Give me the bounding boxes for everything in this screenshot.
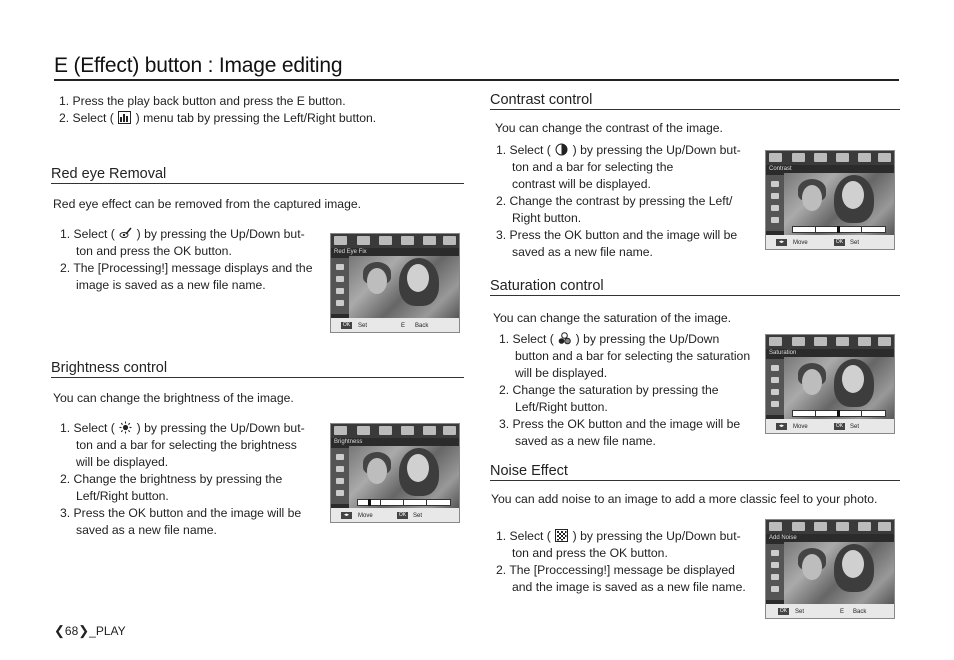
slider-knob[interactable]	[368, 499, 371, 506]
screen-label: Add Noise	[769, 535, 797, 541]
effect-icon	[443, 426, 456, 435]
noise-heading: Noise Effect	[490, 463, 568, 479]
contrast-step-1c: contrast will be displayed.	[512, 177, 651, 191]
ok-key: OK	[835, 423, 844, 429]
contrast-step-1a: 1. Select ( ) by pressing the Up/Down but-	[496, 143, 741, 157]
page-bracket-right: ❯	[78, 623, 90, 638]
side-menu-icon	[771, 205, 779, 211]
contrast-rule	[490, 109, 900, 110]
color-icon	[423, 426, 436, 435]
saturation-step-1c: will be displayed.	[515, 366, 608, 380]
sample-photo	[784, 542, 894, 604]
color-icon	[858, 153, 871, 162]
red-eye-step-2a: 2. The [Processing!] message displays and the	[60, 261, 313, 275]
rotate-icon	[836, 522, 849, 531]
e-key: E	[401, 323, 406, 329]
side-menu-icon	[336, 300, 344, 306]
contrast-slider[interactable]	[792, 226, 886, 233]
ok-key: OK	[342, 322, 351, 328]
screen-side-menu	[331, 448, 349, 504]
title-rule	[54, 79, 899, 81]
e-key: E	[840, 609, 845, 615]
sample-photo	[349, 256, 459, 318]
side-menu-icon	[771, 574, 779, 580]
brightness-slider[interactable]	[357, 499, 451, 506]
camera-icon	[792, 522, 805, 531]
side-menu-icon	[771, 586, 779, 592]
side-menu-icon	[771, 562, 779, 568]
page-bracket-left: ❮	[54, 623, 65, 638]
screen-button-bar	[766, 235, 894, 249]
screen-button-bar	[766, 419, 894, 433]
back-label: Back	[853, 609, 867, 615]
brightness-step-1b: ton and a bar for selecting the brightness	[76, 438, 297, 452]
left-right-key: ◂▸	[341, 512, 352, 519]
effect-icon	[878, 153, 891, 162]
back-label: Back	[415, 323, 429, 329]
move-label: Move	[358, 513, 373, 519]
contrast-step-3a: 3. Press the OK button and the image will be	[496, 228, 738, 242]
menu-tab-icon	[769, 153, 782, 162]
saturation-step-1b: button and a bar for selecting the saturation	[515, 349, 751, 363]
effect-icon	[443, 236, 456, 245]
saturation-step-1a: 1. Select ( ) by pressing the Up/Down	[499, 332, 720, 346]
ok-key: OK	[779, 608, 788, 614]
slider-knob[interactable]	[837, 410, 840, 417]
move-label: Move	[793, 424, 808, 430]
side-menu-icon	[771, 365, 779, 371]
side-menu-icon	[771, 217, 779, 223]
side-menu-icon	[771, 401, 779, 407]
camera-menu-bar	[331, 424, 459, 438]
side-menu-icon	[336, 276, 344, 282]
noise-icon	[555, 529, 568, 542]
saturation-step-3b: saved as a new file name.	[515, 434, 656, 448]
screen-label: Contrast	[769, 166, 792, 172]
saturation-rule	[490, 295, 900, 296]
noise-step-1b: ton and press the OK button.	[512, 546, 668, 560]
left-right-key: ◂▸	[776, 423, 787, 430]
effect-icon	[878, 522, 891, 531]
resize-icon	[814, 153, 827, 162]
side-menu-icon	[771, 193, 779, 199]
screen-label: Red Eye Fix	[334, 249, 367, 255]
contrast-step-1b: ton and a bar for selecting the	[512, 160, 674, 174]
contrast-step-3b: saved as a new file name.	[512, 245, 653, 259]
red-eye-heading: Red eye Removal	[51, 166, 167, 182]
screen-label: Saturation	[769, 350, 797, 356]
screen-side-menu	[766, 175, 784, 231]
rotate-icon	[836, 153, 849, 162]
saturation-desc: You can change the saturation of the image.	[493, 311, 732, 325]
noise-step-2a: 2. The [Proccessing!] message be displayed	[496, 563, 735, 577]
color-icon	[423, 236, 436, 245]
brightness-rule	[51, 377, 464, 378]
saturation-slider[interactable]	[792, 410, 886, 417]
red-eye-rule	[51, 183, 464, 184]
side-menu-icon	[336, 264, 344, 270]
screen-side-menu	[766, 359, 784, 415]
screen-button-bar	[331, 318, 459, 332]
screen-side-menu	[766, 544, 784, 600]
section-label: _PLAY	[89, 624, 126, 638]
contrast-step-2b: Right button.	[512, 211, 582, 225]
resize-icon	[379, 426, 392, 435]
menu-tab-icon	[334, 236, 347, 245]
contrast-camera-screen	[765, 150, 895, 250]
intro-step-2: 2. Select ( ) menu tab by pressing the Left/Right button.	[59, 111, 377, 125]
camera-icon	[357, 426, 370, 435]
set-label: Set	[850, 424, 860, 430]
red-eye-step-2b: image is saved as a new file name.	[76, 278, 266, 292]
side-menu-icon	[771, 550, 779, 556]
brightness-icon	[119, 421, 132, 434]
side-menu-icon	[771, 389, 779, 395]
brightness-heading: Brightness control	[51, 360, 168, 376]
page-title: E (Effect) button : Image editing	[54, 54, 343, 77]
red-eye-step-1b: ton and press the OK button.	[76, 244, 232, 258]
side-menu-icon	[336, 466, 344, 472]
menu-tab-icon	[334, 426, 347, 435]
noise-step-1a: 1. Select ( ) by pressing the Up/Down but-	[496, 529, 741, 543]
side-menu-icon	[771, 181, 779, 187]
brightness-desc: You can change the brightness of the image.	[53, 391, 294, 405]
effect-icon	[878, 337, 891, 346]
red-eye-icon	[119, 227, 132, 240]
left-right-key: ◂▸	[776, 239, 787, 246]
brightness-camera-screen	[330, 423, 460, 523]
set-label: Set	[358, 323, 368, 329]
noise-step-2b: and the image is saved as a new file name.	[512, 580, 746, 594]
slider-knob[interactable]	[837, 226, 840, 233]
saturation-step-3a: 3. Press the OK button and the image will be	[499, 417, 741, 431]
camera-icon	[792, 337, 805, 346]
noise-desc: You can add noise to an image to add a more classic feel to your photo.	[491, 492, 878, 506]
resize-icon	[814, 337, 827, 346]
move-label: Move	[793, 240, 808, 246]
camera-menu-bar	[331, 234, 459, 248]
red-eye-camera-screen	[330, 233, 460, 333]
intro-step-1: 1. Press the play back button and press the E button.	[59, 94, 346, 108]
rotate-icon	[401, 426, 414, 435]
saturation-heading: Saturation control	[490, 278, 604, 294]
set-label: Set	[795, 609, 805, 615]
camera-menu-bar	[766, 335, 894, 349]
saturation-step-2a: 2. Change the saturation by pressing the	[499, 383, 719, 397]
screen-label: Brightness	[334, 439, 363, 445]
image-edit-tab-icon	[118, 111, 131, 124]
color-icon	[858, 522, 871, 531]
color-icon	[858, 337, 871, 346]
resize-icon	[814, 522, 827, 531]
screen-side-menu	[331, 258, 349, 314]
brightness-step-1c: will be displayed.	[76, 455, 169, 469]
ok-key: OK	[835, 239, 844, 245]
brightness-step-2b: Left/Right button.	[76, 489, 169, 503]
noise-camera-screen	[765, 519, 895, 619]
brightness-step-3b: saved as a new file name.	[76, 523, 217, 537]
screen-button-bar	[766, 604, 894, 618]
page-number: 68	[64, 624, 79, 638]
screen-button-bar	[331, 508, 459, 522]
noise-rule	[490, 480, 900, 481]
brightness-step-2a: 2. Change the brightness by pressing the	[60, 472, 283, 486]
camera-menu-bar	[766, 520, 894, 534]
contrast-heading: Contrast control	[490, 92, 593, 108]
side-menu-icon	[336, 288, 344, 294]
saturation-camera-screen	[765, 334, 895, 434]
saturation-icon	[558, 332, 571, 345]
resize-icon	[379, 236, 392, 245]
contrast-desc: You can change the contrast of the image.	[495, 121, 723, 135]
saturation-step-2b: Left/Right button.	[515, 400, 608, 414]
set-label: Set	[850, 240, 860, 246]
contrast-icon	[555, 143, 568, 156]
set-label: Set	[413, 513, 423, 519]
camera-icon	[792, 153, 805, 162]
camera-menu-bar	[766, 151, 894, 165]
brightness-step-1a: 1. Select ( ) by pressing the Up/Down but-	[60, 421, 305, 435]
rotate-icon	[401, 236, 414, 245]
rotate-icon	[836, 337, 849, 346]
side-menu-icon	[336, 478, 344, 484]
red-eye-step-1a: 1. Select ( ) by pressing the Up/Down but-	[60, 227, 305, 241]
menu-tab-icon	[769, 337, 782, 346]
ok-key: OK	[398, 512, 407, 518]
brightness-step-3a: 3. Press the OK button and the image will be	[60, 506, 302, 520]
red-eye-desc: Red eye effect can be removed from the captured image.	[53, 197, 362, 211]
side-menu-icon	[771, 377, 779, 383]
camera-icon	[357, 236, 370, 245]
page-footer	[54, 623, 126, 639]
side-menu-icon	[336, 490, 344, 496]
side-menu-icon	[336, 454, 344, 460]
contrast-step-2a: 2. Change the contrast by pressing the Left/	[496, 194, 733, 208]
menu-tab-icon	[769, 522, 782, 531]
